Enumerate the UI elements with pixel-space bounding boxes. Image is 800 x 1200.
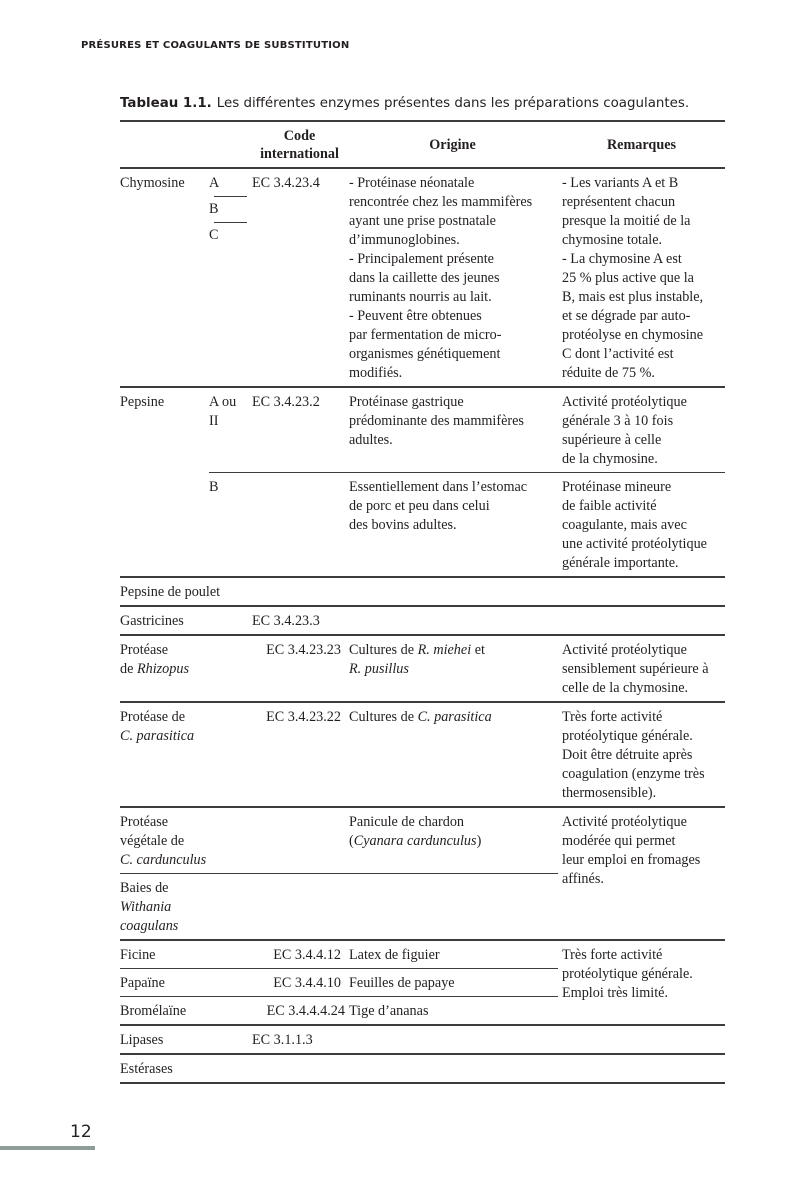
header-code-line2: international [260, 146, 339, 162]
table-caption [120, 96, 689, 111]
enzyme-name: Gastricines [120, 613, 184, 629]
enzyme-code: EC 3.4.23.22 [266, 709, 341, 725]
table-row-cardunculus [120, 807, 725, 874]
table-row-chymosine [120, 168, 725, 387]
table-header-row [120, 121, 725, 168]
header-code [252, 121, 347, 168]
variant-c: C [209, 227, 219, 243]
enzyme-remarks: Très forte activité protéolytique générale. Emploi très limité. [558, 940, 725, 1025]
enzyme-origin: Protéinase gastrique prédominante des mammifères adultes. [349, 394, 524, 448]
running-head: PRÉSURES ET COAGULANTS DE SUBSTITUTION [81, 40, 350, 51]
caption-label: Tableau 1.1. [120, 96, 212, 111]
variant-a: A [209, 175, 220, 191]
page-number-rule [0, 1146, 95, 1150]
enzyme-code: EC 3.4.23.23 [266, 642, 341, 658]
table-row-pepsine-b [120, 473, 725, 578]
caption-text: Les différentes enzymes présentes dans les préparations coagulantes. [216, 96, 690, 111]
enzyme-origin: Tige d’ananas [349, 1003, 429, 1019]
variant-b: B [209, 479, 219, 495]
enzyme-origin: Cultures de C. parasitica [349, 709, 492, 725]
enzyme-origin: Latex de figuier [349, 947, 440, 963]
enzyme-code: EC 3.1.1.3 [252, 1032, 313, 1048]
enzyme-remarks: Activité protéolytique sensiblement supérieure à celle de la chymosine. [562, 642, 709, 696]
table-row-pepsine-poulet [120, 577, 725, 606]
enzyme-name: Lipases [120, 1032, 164, 1048]
enzyme-code: EC 3.4.4.10 [273, 975, 341, 991]
header-remarks: Remarques [606, 137, 677, 153]
enzyme-remarks: Activité protéolytique modérée qui permet leur emploi en fromages affinés. [558, 807, 725, 940]
enzyme-name: Papaïne [120, 975, 165, 991]
enzyme-name: Bromélaïne [120, 1003, 187, 1019]
table-row-esterases [120, 1054, 725, 1083]
enzyme-code: EC 3.4.23.2 [252, 394, 320, 410]
enzyme-code: EC 3.4.23.4 [252, 175, 320, 191]
enzyme-origin: Essentiellement dans l’estomac de porc et peu dans celui des bovins adultes. [349, 479, 528, 533]
table-row-gastricines [120, 606, 725, 635]
enzyme-origin: Feuilles de papaye [349, 975, 455, 991]
enzyme-origin: Panicule de chardon (Cyanara cardunculus) [349, 814, 482, 849]
header-name [120, 121, 209, 168]
enzyme-code: EC 3.4.4.4.24 [266, 1003, 345, 1019]
table-row-parasitica [120, 702, 725, 807]
table-row-lipases [120, 1025, 725, 1054]
enzyme-name: Protéase de C. parasitica [120, 709, 195, 744]
variants-cell [209, 168, 252, 387]
header-code-line1: Code [283, 128, 316, 144]
enzyme-name: Chymosine [120, 175, 185, 191]
table-row-pepsine-a [120, 387, 725, 473]
enzyme-name: Protéase de Rhizopus [120, 642, 189, 677]
enzyme-name: Baies de Withania coagulans [120, 880, 179, 934]
table-row-rhizopus [120, 635, 725, 702]
page-number: 12 [70, 1122, 92, 1142]
enzyme-remarks: Protéinase mineure de faible activité coagulante, mais avec une activité protéolytique générale importante. [562, 479, 707, 571]
enzyme-remarks: - Les variants A et B représentent chacun presque la moitié de la chymosine totale. - La chymosine A est 25 % plus active que la B, mais est plus instable, et se dégrade par auto- protéolyse en chymosine C dont l’activité est réduite de 75 %. [562, 175, 704, 381]
enzymes-table [120, 120, 725, 1084]
enzyme-name: Ficine [120, 947, 156, 963]
table-row-ficine [120, 940, 725, 969]
variant-a-ou-ii: A ou II [209, 394, 237, 429]
enzyme-remarks: Très forte activité protéolytique générale. Doit être détruite après coagulation (enzyme très thermosensible). [562, 709, 705, 801]
enzyme-remarks: Activité protéolytique générale 3 à 10 fois supérieure à celle de la chymosine. [562, 394, 687, 467]
enzyme-name: Pepsine [120, 387, 209, 577]
variant-divider [214, 222, 247, 223]
enzyme-origin: Cultures de R. miehei et R. pusillus [349, 642, 485, 677]
enzyme-name: Protéase végétale de C. cardunculus [120, 814, 207, 868]
variant-divider [214, 196, 247, 197]
variant-b: B [209, 201, 219, 217]
enzyme-name: Estérases [120, 1061, 173, 1077]
enzyme-origin: - Protéinase néonatale rencontrée chez les mammifères ayant une prise postnatale d’immunoglobines. - Principalement présente dans la caillette des jeunes ruminants nourris au lait. - Peuvent être obtenues par fermentation de micro- organismes génétiquement modifiés. [349, 175, 533, 381]
enzyme-code: EC 3.4.4.12 [273, 947, 341, 963]
enzyme-code: EC 3.4.23.3 [252, 613, 320, 629]
header-origin: Origine [429, 137, 476, 153]
enzyme-name: Pepsine de poulet [120, 584, 221, 600]
enzyme-code [252, 473, 347, 578]
header-variant [209, 121, 252, 168]
